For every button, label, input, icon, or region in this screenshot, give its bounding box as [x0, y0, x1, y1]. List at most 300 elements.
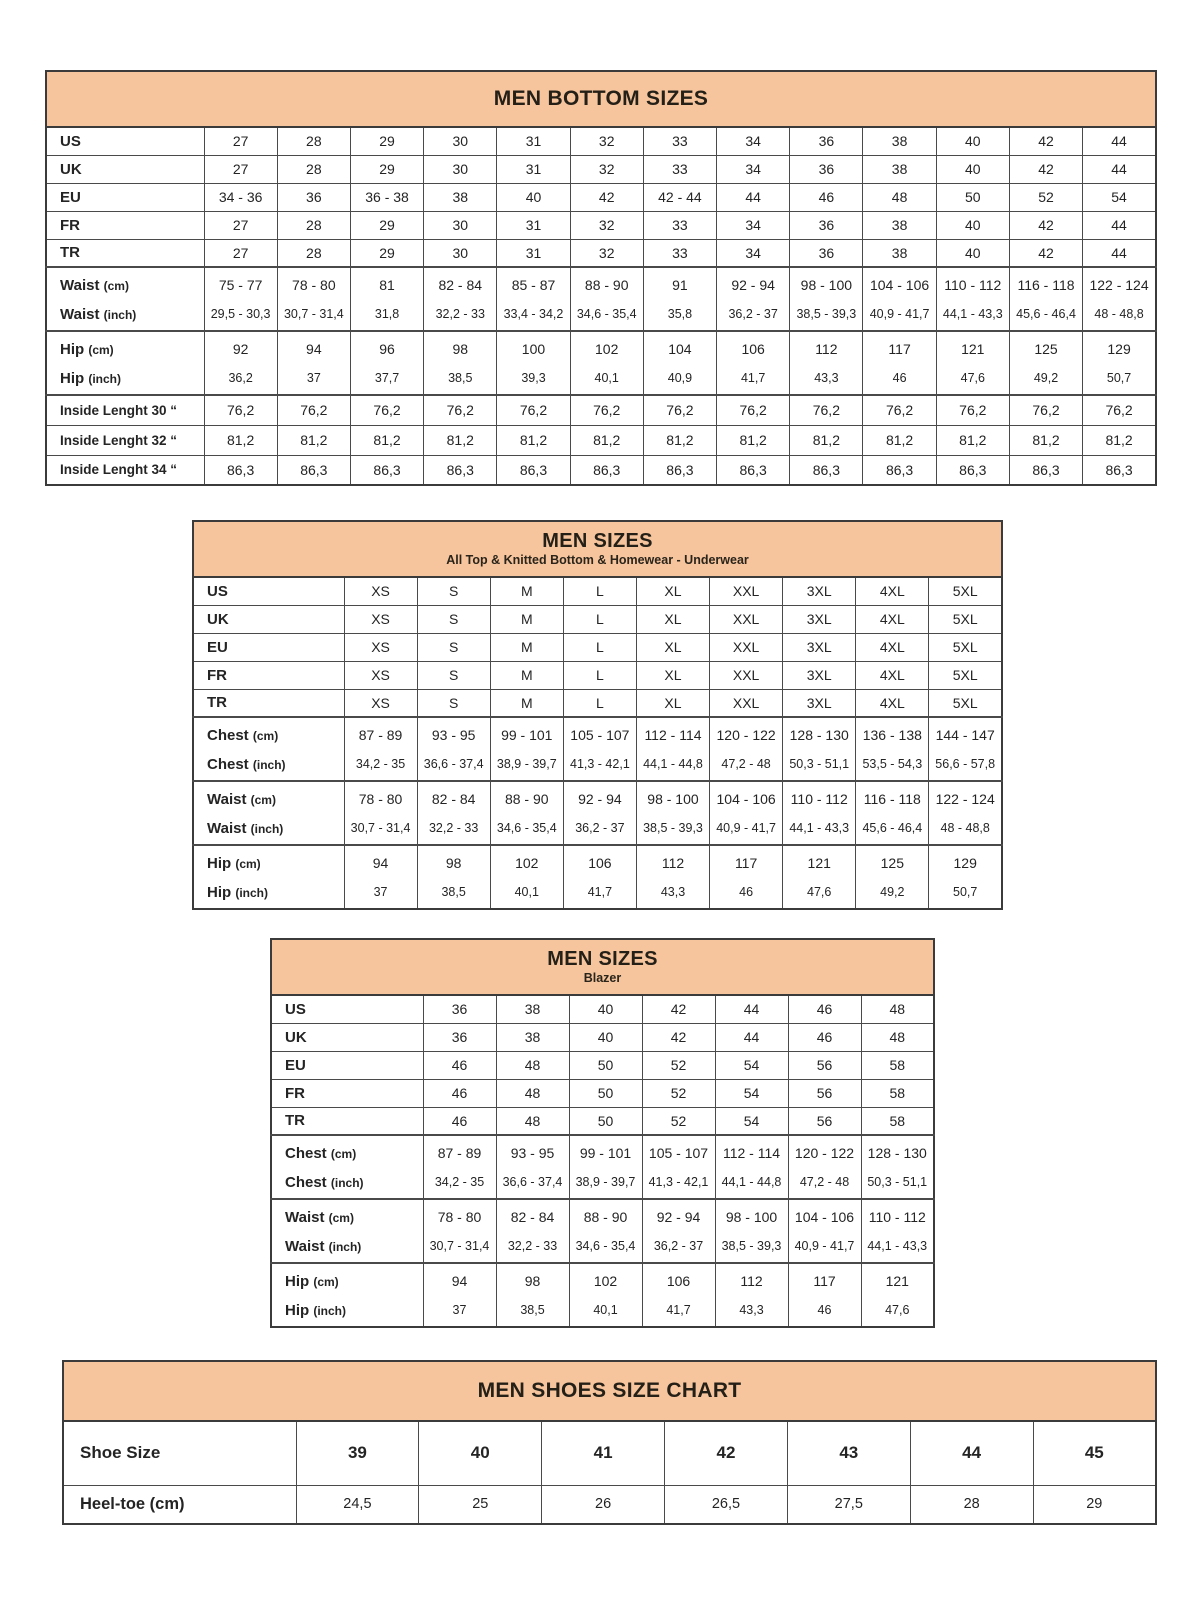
value-cell: 33,4 - 34,2: [497, 300, 570, 331]
value-cell: M: [490, 661, 563, 689]
value-cell: 88 - 90: [490, 781, 563, 814]
value-cell: 50,7: [929, 878, 1002, 909]
value-cell: 40,1: [570, 364, 643, 395]
value-cell: 48 - 48,8: [929, 814, 1002, 845]
value-cell: 48: [496, 1051, 569, 1079]
row-label: [271, 995, 423, 1023]
value-cell: 88 - 90: [569, 1199, 642, 1232]
value-cell: 27: [204, 211, 277, 239]
value-cell: 82 - 84: [417, 781, 490, 814]
value-cell: 112 - 114: [636, 717, 709, 750]
row-label: [46, 183, 204, 211]
row-label-text: Waist: [207, 819, 247, 837]
value-cell: 76,2: [570, 395, 643, 425]
table-title-bar: [270, 938, 935, 994]
value-cell: 76,2: [863, 395, 936, 425]
value-cell: 49,2: [856, 878, 929, 909]
row-label: [271, 1168, 423, 1199]
value-cell: 29: [350, 211, 423, 239]
value-cell: 36,2: [204, 364, 277, 395]
value-cell: 87 - 89: [344, 717, 417, 750]
value-cell: 76,2: [350, 395, 423, 425]
value-cell: 44,1 - 44,8: [715, 1168, 788, 1199]
table-subtitle: Blazer: [583, 970, 622, 985]
value-cell: 117: [788, 1263, 861, 1296]
value-cell: 40,1: [490, 878, 563, 909]
row-label-text: Chest: [285, 1173, 327, 1191]
value-cell: 27: [204, 155, 277, 183]
value-cell: 81,2: [350, 425, 423, 455]
value-cell: 5XL: [929, 605, 1002, 633]
value-cell: 29: [350, 127, 423, 155]
value-cell: 36: [423, 995, 496, 1023]
value-cell: 44: [1083, 127, 1156, 155]
row-label-text: Hip: [285, 1272, 310, 1290]
value-cell: 98 - 100: [715, 1199, 788, 1232]
value-cell: XS: [344, 689, 417, 717]
value-cell: 110 - 112: [861, 1199, 934, 1232]
value-cell: 44: [910, 1421, 1033, 1485]
row-label: [46, 239, 204, 267]
row-label: [271, 1079, 423, 1107]
value-cell: 112 - 114: [715, 1135, 788, 1168]
value-cell: 30,7 - 31,4: [423, 1232, 496, 1263]
value-cell: S: [417, 661, 490, 689]
men-sizes-blazer-table: [270, 938, 935, 1328]
value-cell: XXL: [710, 633, 783, 661]
row-label-text: Hip: [60, 369, 85, 387]
value-cell: 43,3: [636, 878, 709, 909]
value-cell: 30,7 - 31,4: [277, 300, 350, 331]
value-cell: 42: [570, 183, 643, 211]
value-cell: 32: [570, 239, 643, 267]
value-cell: 29: [350, 239, 423, 267]
men-sizes-top-knitted-table: [192, 520, 1003, 910]
row-label-unit: (inch): [250, 821, 284, 836]
value-cell: 52: [1009, 183, 1082, 211]
value-cell: 44: [1083, 239, 1156, 267]
value-cell: 32: [570, 127, 643, 155]
value-cell: M: [490, 633, 563, 661]
value-cell: 38,9 - 39,7: [569, 1168, 642, 1199]
value-cell: 30: [424, 211, 497, 239]
value-cell: 54: [715, 1079, 788, 1107]
value-cell: XS: [344, 605, 417, 633]
value-cell: 34,6 - 35,4: [569, 1232, 642, 1263]
row-label-unit: (cm): [328, 1210, 354, 1225]
value-cell: L: [563, 633, 636, 661]
value-cell: 76,2: [277, 395, 350, 425]
row-label: [46, 155, 204, 183]
row-label: [63, 1421, 296, 1485]
row-label: [46, 127, 204, 155]
value-cell: 41,3 - 42,1: [642, 1168, 715, 1199]
value-cell: 45,6 - 46,4: [1009, 300, 1082, 331]
value-cell: 52: [642, 1107, 715, 1135]
value-cell: 43: [787, 1421, 910, 1485]
value-cell: 28: [910, 1485, 1033, 1524]
value-cell: 40: [419, 1421, 542, 1485]
row-label: [193, 577, 344, 605]
value-cell: 40: [936, 155, 1009, 183]
value-cell: XL: [636, 633, 709, 661]
value-cell: 37: [423, 1296, 496, 1327]
value-cell: 34,6 - 35,4: [570, 300, 643, 331]
value-cell: M: [490, 689, 563, 717]
value-cell: 33: [643, 239, 716, 267]
value-cell: 76,2: [497, 395, 570, 425]
value-cell: 40,9 - 41,7: [710, 814, 783, 845]
row-label-text: EU: [285, 1056, 306, 1074]
value-cell: 38: [496, 995, 569, 1023]
value-cell: 39,3: [497, 364, 570, 395]
value-cell: 58: [861, 1107, 934, 1135]
value-cell: 105 - 107: [563, 717, 636, 750]
value-cell: 40,1: [569, 1296, 642, 1327]
row-label-text: Heel-toe (cm): [80, 1494, 185, 1513]
value-cell: 81,2: [497, 425, 570, 455]
value-cell: 45,6 - 46,4: [856, 814, 929, 845]
row-label-unit: (cm): [252, 728, 279, 743]
value-cell: S: [417, 633, 490, 661]
value-cell: 112: [790, 331, 863, 364]
value-cell: 76,2: [204, 395, 277, 425]
value-cell: 38: [863, 127, 936, 155]
value-cell: 78 - 80: [423, 1199, 496, 1232]
value-cell: XXL: [710, 661, 783, 689]
value-cell: 50: [936, 183, 1009, 211]
value-cell: 40,9: [643, 364, 716, 395]
value-cell: 36: [790, 239, 863, 267]
value-cell: 38,5 - 39,3: [790, 300, 863, 331]
value-cell: 41,7: [642, 1296, 715, 1327]
value-cell: 96: [350, 331, 423, 364]
value-cell: 120 - 122: [710, 717, 783, 750]
value-cell: 86,3: [643, 455, 716, 485]
row-label: [271, 1023, 423, 1051]
row-label-text: Inside Lenght 30 “: [60, 402, 178, 418]
value-cell: 36,6 - 37,4: [496, 1168, 569, 1199]
value-cell: XXL: [710, 605, 783, 633]
value-cell: 37,7: [350, 364, 423, 395]
row-label-text: UK: [207, 610, 229, 628]
value-cell: 36 - 38: [350, 183, 423, 211]
value-cell: 36,6 - 37,4: [417, 750, 490, 781]
value-cell: 38,5: [417, 878, 490, 909]
value-cell: 40: [569, 995, 642, 1023]
row-label: [193, 633, 344, 661]
value-cell: 94: [344, 845, 417, 878]
value-cell: 34 - 36: [204, 183, 277, 211]
value-cell: 44,1 - 43,3: [861, 1232, 934, 1263]
row-label-unit: (inch): [330, 1175, 364, 1190]
value-cell: 33: [643, 155, 716, 183]
value-cell: 56: [788, 1107, 861, 1135]
value-cell: 42: [1009, 211, 1082, 239]
value-cell: 42: [642, 995, 715, 1023]
value-cell: 76,2: [643, 395, 716, 425]
row-label-text: Inside Lenght 34 “: [60, 462, 178, 478]
row-label-text: US: [60, 132, 81, 150]
value-cell: 36,2 - 37: [642, 1232, 715, 1263]
value-cell: 92: [204, 331, 277, 364]
row-label-unit: (cm): [235, 856, 261, 871]
row-label-text: US: [207, 582, 228, 600]
value-cell: 91: [643, 267, 716, 300]
row-label-text: TR: [207, 694, 227, 712]
value-cell: 36: [277, 183, 350, 211]
value-cell: 48: [861, 995, 934, 1023]
value-cell: 81,2: [424, 425, 497, 455]
value-cell: 5XL: [929, 661, 1002, 689]
row-label-text: FR: [207, 666, 227, 684]
value-cell: 104 - 106: [788, 1199, 861, 1232]
value-cell: 26,5: [665, 1485, 788, 1524]
row-label: [46, 425, 204, 455]
value-cell: 50: [569, 1107, 642, 1135]
value-cell: 44: [715, 995, 788, 1023]
value-cell: 76,2: [1083, 395, 1156, 425]
value-cell: 98 - 100: [636, 781, 709, 814]
value-cell: 29: [350, 155, 423, 183]
value-cell: 28: [277, 155, 350, 183]
value-cell: 50: [569, 1051, 642, 1079]
value-cell: 33: [643, 127, 716, 155]
value-cell: 86,3: [1009, 455, 1082, 485]
value-cell: 54: [715, 1051, 788, 1079]
value-cell: XS: [344, 661, 417, 689]
value-cell: 29: [1033, 1485, 1156, 1524]
value-cell: 76,2: [1009, 395, 1082, 425]
row-label-unit: (cm): [313, 1274, 339, 1289]
value-cell: 29,5 - 30,3: [204, 300, 277, 331]
value-cell: 98: [417, 845, 490, 878]
value-cell: 38: [424, 183, 497, 211]
value-cell: 106: [563, 845, 636, 878]
row-label-unit: (cm): [88, 342, 114, 357]
value-cell: 81,2: [1009, 425, 1082, 455]
value-cell: 38,5 - 39,3: [715, 1232, 788, 1263]
value-cell: 102: [490, 845, 563, 878]
value-cell: 45: [1033, 1421, 1156, 1485]
row-label: [271, 1051, 423, 1079]
row-label: [271, 1107, 423, 1135]
row-label-text: Waist: [60, 276, 100, 294]
value-cell: 34,2 - 35: [423, 1168, 496, 1199]
row-label-text: Chest: [207, 755, 249, 773]
value-cell: 3XL: [783, 661, 856, 689]
row-label: [193, 814, 344, 845]
value-cell: 46: [788, 1023, 861, 1051]
value-cell: 78 - 80: [277, 267, 350, 300]
value-cell: 28: [277, 239, 350, 267]
value-cell: 30: [424, 155, 497, 183]
value-cell: 86,3: [497, 455, 570, 485]
row-label: [46, 300, 204, 331]
row-label-text: Waist: [60, 305, 100, 323]
value-cell: 86,3: [717, 455, 790, 485]
value-cell: 112: [715, 1263, 788, 1296]
value-cell: 86,3: [570, 455, 643, 485]
value-cell: 129: [1083, 331, 1156, 364]
value-cell: 93 - 95: [417, 717, 490, 750]
value-cell: 47,2 - 48: [710, 750, 783, 781]
row-label: [271, 1232, 423, 1263]
value-cell: 44: [715, 1023, 788, 1051]
value-cell: 120 - 122: [788, 1135, 861, 1168]
value-cell: 41: [542, 1421, 665, 1485]
value-cell: 4XL: [856, 689, 929, 717]
value-cell: 82 - 84: [424, 267, 497, 300]
value-cell: 81: [350, 267, 423, 300]
value-cell: XL: [636, 661, 709, 689]
value-cell: 58: [861, 1051, 934, 1079]
value-cell: 41,7: [563, 878, 636, 909]
row-label-unit: (cm): [330, 1146, 357, 1161]
value-cell: 98: [496, 1263, 569, 1296]
value-cell: 4XL: [856, 577, 929, 605]
value-cell: 30: [424, 239, 497, 267]
value-cell: XS: [344, 577, 417, 605]
value-cell: 39: [296, 1421, 419, 1485]
value-cell: 27: [204, 127, 277, 155]
value-cell: 42: [665, 1421, 788, 1485]
row-label-text: Chest: [285, 1144, 327, 1162]
value-cell: 50,3 - 51,1: [861, 1168, 934, 1199]
row-label-text: UK: [285, 1028, 307, 1046]
value-cell: 46: [423, 1107, 496, 1135]
value-cell: 100: [497, 331, 570, 364]
value-cell: 34: [717, 239, 790, 267]
value-cell: 41,7: [717, 364, 790, 395]
size-table: [270, 994, 935, 1328]
value-cell: 44,1 - 44,8: [636, 750, 709, 781]
value-cell: 34: [717, 127, 790, 155]
value-cell: 92 - 94: [563, 781, 636, 814]
value-cell: 46: [423, 1079, 496, 1107]
row-label: [63, 1485, 296, 1524]
value-cell: 86,3: [863, 455, 936, 485]
value-cell: 43,3: [790, 364, 863, 395]
value-cell: 46: [790, 183, 863, 211]
value-cell: 99 - 101: [569, 1135, 642, 1168]
value-cell: 46: [710, 878, 783, 909]
row-label-unit: (cm): [103, 278, 129, 293]
value-cell: 30: [424, 127, 497, 155]
value-cell: 49,2: [1009, 364, 1082, 395]
row-label: [193, 845, 344, 878]
row-label-text: UK: [60, 160, 82, 178]
value-cell: 81,2: [1083, 425, 1156, 455]
men-bottom-sizes-table: [45, 70, 1157, 486]
value-cell: 92 - 94: [717, 267, 790, 300]
value-cell: 82 - 84: [496, 1199, 569, 1232]
row-label-text: Waist: [207, 790, 247, 808]
table-subtitle: All Top & Knitted Bottom & Homewear - Underwear: [446, 552, 749, 567]
value-cell: 87 - 89: [423, 1135, 496, 1168]
row-label: [46, 331, 204, 364]
value-cell: 32: [570, 155, 643, 183]
value-cell: 53,5 - 54,3: [856, 750, 929, 781]
men-shoes-size-chart-table: [62, 1360, 1157, 1525]
value-cell: 40,9 - 41,7: [788, 1232, 861, 1263]
value-cell: 40: [569, 1023, 642, 1051]
value-cell: 110 - 112: [783, 781, 856, 814]
value-cell: 31: [497, 239, 570, 267]
value-cell: 92 - 94: [642, 1199, 715, 1232]
value-cell: 4XL: [856, 605, 929, 633]
value-cell: 44,1 - 43,3: [936, 300, 1009, 331]
value-cell: 94: [423, 1263, 496, 1296]
size-table: [192, 576, 1003, 910]
value-cell: S: [417, 689, 490, 717]
row-label: [46, 395, 204, 425]
value-cell: 81,2: [790, 425, 863, 455]
value-cell: 36: [423, 1023, 496, 1051]
row-label-text: Chest: [207, 726, 249, 744]
row-label-unit: (inch): [328, 1239, 362, 1254]
value-cell: 81,2: [204, 425, 277, 455]
value-cell: 43,3: [715, 1296, 788, 1327]
value-cell: 3XL: [783, 605, 856, 633]
row-label-text: Hip: [207, 883, 232, 901]
value-cell: 26: [542, 1485, 665, 1524]
value-cell: S: [417, 605, 490, 633]
value-cell: 76,2: [936, 395, 1009, 425]
value-cell: 98 - 100: [790, 267, 863, 300]
value-cell: 86,3: [1083, 455, 1156, 485]
value-cell: 32,2 - 33: [496, 1232, 569, 1263]
value-cell: 76,2: [790, 395, 863, 425]
value-cell: 136 - 138: [856, 717, 929, 750]
value-cell: 46: [788, 1296, 861, 1327]
row-label: [193, 781, 344, 814]
value-cell: 40: [936, 211, 1009, 239]
value-cell: 40: [936, 239, 1009, 267]
row-label: [193, 605, 344, 633]
value-cell: 117: [710, 845, 783, 878]
size-table: [62, 1420, 1157, 1525]
value-cell: 3XL: [783, 689, 856, 717]
value-cell: L: [563, 577, 636, 605]
value-cell: 38: [863, 239, 936, 267]
value-cell: 106: [717, 331, 790, 364]
value-cell: 112: [636, 845, 709, 878]
value-cell: 38: [863, 211, 936, 239]
table-title: MEN SIZES: [542, 529, 653, 552]
value-cell: 58: [861, 1079, 934, 1107]
row-label-text: Hip: [207, 854, 232, 872]
value-cell: 86,3: [790, 455, 863, 485]
row-label-text: Hip: [60, 340, 85, 358]
value-cell: 36: [790, 127, 863, 155]
value-cell: 102: [569, 1263, 642, 1296]
value-cell: 33: [643, 211, 716, 239]
value-cell: 42 - 44: [643, 183, 716, 211]
value-cell: 110 - 112: [936, 267, 1009, 300]
value-cell: 28: [277, 211, 350, 239]
value-cell: 102: [570, 331, 643, 364]
value-cell: 52: [642, 1051, 715, 1079]
value-cell: 42: [642, 1023, 715, 1051]
row-label-text: Waist: [285, 1237, 325, 1255]
value-cell: 41,3 - 42,1: [563, 750, 636, 781]
value-cell: 56: [788, 1079, 861, 1107]
value-cell: 85 - 87: [497, 267, 570, 300]
value-cell: 34,6 - 35,4: [490, 814, 563, 845]
size-table: [45, 126, 1157, 486]
value-cell: 44: [1083, 211, 1156, 239]
